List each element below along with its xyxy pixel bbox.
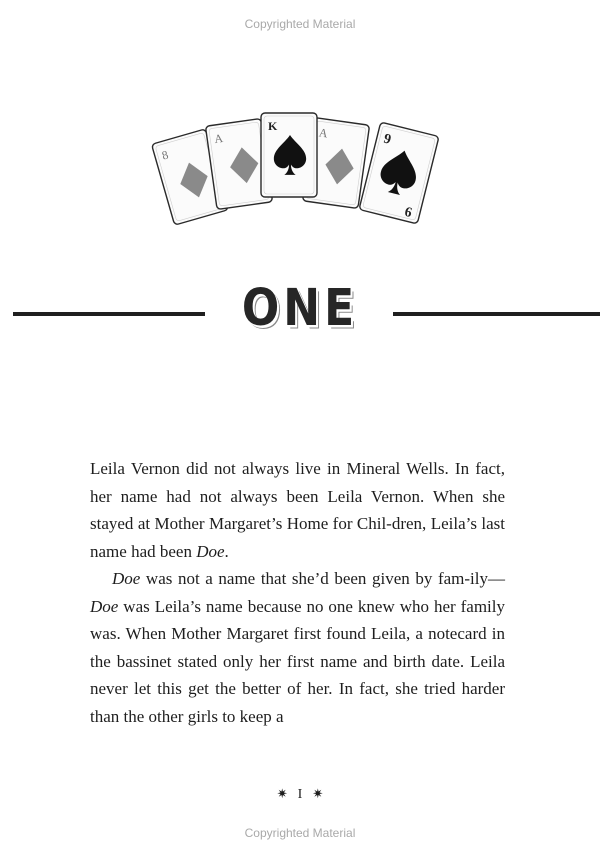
copyright-watermark-bottom: Copyrighted Material (244, 826, 356, 840)
emphasis-doe: Doe (196, 541, 225, 561)
card-nine-of-spades (359, 122, 439, 224)
card-rank: A (213, 131, 224, 147)
ornament-left-icon: ✷ (276, 786, 288, 801)
card-rank: 9 (382, 131, 393, 148)
page-folio (0, 786, 600, 803)
page-number: I (297, 787, 303, 802)
card-king-of-spades (261, 113, 317, 197)
paragraph-2: Doe was not a name that she’d been given by fam-ily—Doe was Leila’s name because no one knew who her family was. When Mother Margaret first found Leila, a notecard in the bassinet stated only her first name and birth date. Leila never let this get the better of her. In fact, she tried harder than the other girls to keep a (90, 569, 505, 726)
ornament-right-icon: ✷ (312, 786, 324, 801)
card-rank: A (318, 125, 329, 141)
card-rank: K (268, 119, 278, 133)
chapter-body (90, 455, 505, 730)
chapter-title: ONE (241, 279, 359, 338)
card-rank: 8 (160, 147, 170, 163)
paragraph-1: Leila Vernon did not always live in Mineral Wells. In fact, her name had not always been Leila Vernon. When she stayed at Mother Margaret’s Home for Chil-dren, Leila’s last name had been Doe. (90, 459, 505, 561)
card-rank-bottom: 6 (402, 204, 414, 222)
copyright-watermark-top: Copyrighted Material (244, 17, 356, 31)
playing-cards-illustration (140, 92, 460, 242)
decorative-rule-right (393, 312, 600, 316)
emphasis-doe: Doe (90, 596, 119, 616)
emphasis-doe: Doe (112, 569, 141, 588)
